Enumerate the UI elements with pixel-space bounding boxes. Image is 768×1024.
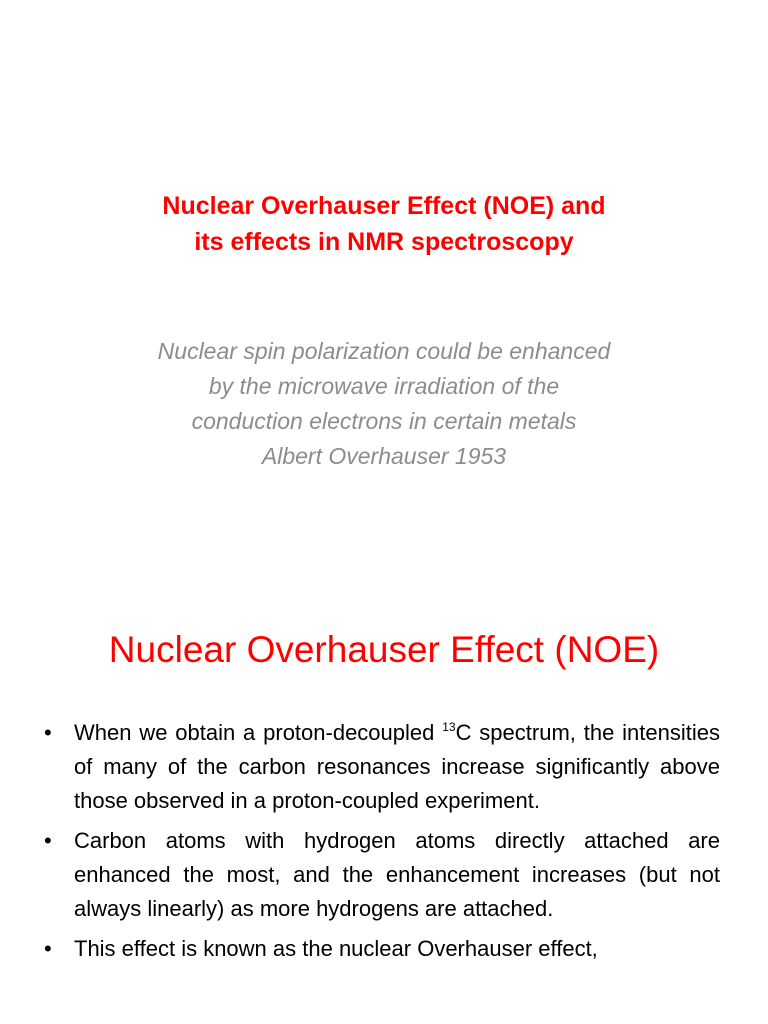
bullet-text-part: C spectrum, the intensities of many of the carbon resonances increase significantly above those observed in a proton-coupled experiment. bbox=[74, 720, 720, 813]
bullet-icon: • bbox=[44, 936, 52, 961]
bullet-list bbox=[44, 716, 720, 972]
bullet-text: Carbon atoms with hydrogen atoms directly attached are enhanced the most, and the enhancement increases (but not always linearly) as more hydrogens are attached. bbox=[74, 828, 720, 921]
quote-line: conduction electrons in certain metals bbox=[191, 408, 577, 434]
isotope-superscript: 13 bbox=[442, 720, 456, 734]
bullet-icon: • bbox=[44, 828, 52, 853]
title-line: Nuclear Overhauser Effect (NOE) and bbox=[162, 192, 606, 220]
quote-attribution: Albert Overhauser 1953 bbox=[261, 443, 507, 469]
bullet-text-part: When we obtain a proton-decoupled bbox=[74, 720, 443, 745]
slide-noe bbox=[0, 585, 768, 1024]
bullet-item bbox=[44, 716, 720, 818]
slide-heading: Nuclear Overhauser Effect (NOE) bbox=[108, 629, 660, 670]
quote-line: by the microwave irradiation of the bbox=[208, 373, 560, 399]
bullet-text: This effect is known as the nuclear Overhauser effect, bbox=[74, 936, 598, 961]
bullet-text bbox=[74, 716, 720, 818]
quote-line: Nuclear spin polarization could be enhanced bbox=[157, 338, 611, 364]
bullet-item bbox=[44, 932, 720, 966]
slide-title-heading bbox=[0, 188, 768, 260]
title-line: its effects in NMR spectroscopy bbox=[194, 228, 574, 256]
overhauser-quote bbox=[0, 334, 768, 474]
bullet-item bbox=[44, 824, 720, 926]
bullet-icon: • bbox=[44, 720, 52, 745]
